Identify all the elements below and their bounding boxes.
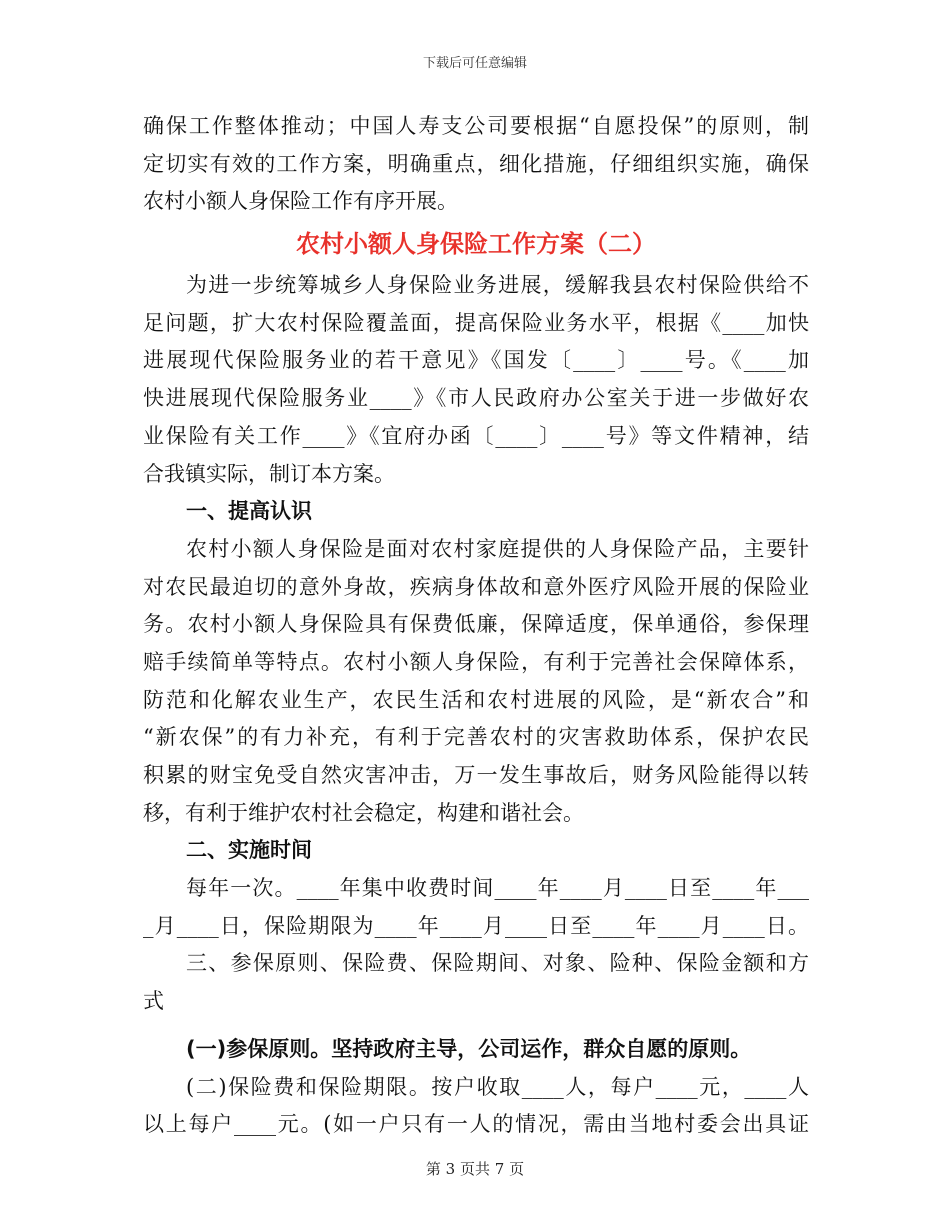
body-line: 移，有利于维护农村社会稳定，构建和谐社会。	[143, 800, 584, 825]
section-heading: 三、参保原则、保险费、保险期间、对象、险种、保险金额和方	[186, 951, 809, 976]
body-line: 农村小额人身保险是面对农村家庭提供的人身保险产品，主要针	[186, 536, 809, 561]
section-heading: 式	[143, 989, 164, 1014]
body-line: 合我镇实际，制订本方案。	[143, 461, 395, 486]
body-line: _月____日，保险期限为____年____月____日至____年____月____日。	[143, 913, 809, 938]
body-line: 每年一次。____年集中收费时间____年____月____日至____年___	[186, 876, 809, 901]
body-line: 农村小额人身保险工作有序开展。	[143, 189, 458, 214]
body-line: 积累的财宝免受自然灾害冲击，万一发生事故后，财务风险能得以转	[143, 763, 809, 787]
body-line: 为进一步统筹城乡人身保险业务进展，缓解我县农村保险供给不	[186, 273, 809, 298]
body-line: 快进展现代保险服务业____》《市人民政府办公室关于进一步做好农	[143, 386, 809, 411]
page-footer: 第 3 页共 7 页	[425, 1160, 525, 1178]
body-line: (二)保险费和保险期限。按户收取____人，每户____元，____人	[186, 1074, 809, 1099]
body-line: 以上每户____元。(如一户只有一人的情况，需由当地村委会出具证	[143, 1112, 809, 1137]
subsection-heading: (一)参保原则。坚持政府主导，公司运作，群众自愿的原则。	[186, 1036, 752, 1061]
body-line: 足问题，扩大农村保险覆盖面，提高保险业务水平，根据《____加快	[143, 310, 809, 335]
body-line: 防范和化解农业生产，农民生活和农村进展的风险，是“新农合”和	[143, 687, 809, 712]
body-line: 对农民最迫切的意外身故，疾病身体故和意外医疗风险开展的保险业	[143, 574, 809, 599]
document-body	[143, 108, 809, 1144]
section-heading: 二、实施时间	[186, 838, 312, 863]
body-line: 进展现代保险服务业的若干意见》《国发〔____〕____号。《____加	[143, 348, 809, 373]
spacer	[143, 1021, 809, 1031]
document-title: 农村小额人身保险工作方案（二）	[296, 229, 656, 259]
section-heading: 一、提高认识	[186, 499, 312, 524]
body-line: “新农保”的有力补充，有利于完善农村的灾害救助体系，保护农民	[143, 725, 809, 750]
body-line: 确保工作整体推动；中国人寿支公司要根据“自愿投保”的原则，制	[143, 114, 809, 138]
body-line: 定切实有效的工作方案，明确重点，细化措施，仔细组织实施，确保	[143, 151, 809, 176]
page-header: 下载后可任意编辑	[422, 56, 527, 71]
body-line: 务。农村小额人身保险具有保费低廉，保障适度，保单通俗，参保理	[143, 612, 809, 637]
body-line: 业保险有关工作____》《宜府办函〔____〕____号》等文件精神，结	[143, 423, 809, 448]
body-line: 赔手续简单等特点。农村小额人身保险，有利于完善社会保障体系，	[143, 649, 809, 674]
